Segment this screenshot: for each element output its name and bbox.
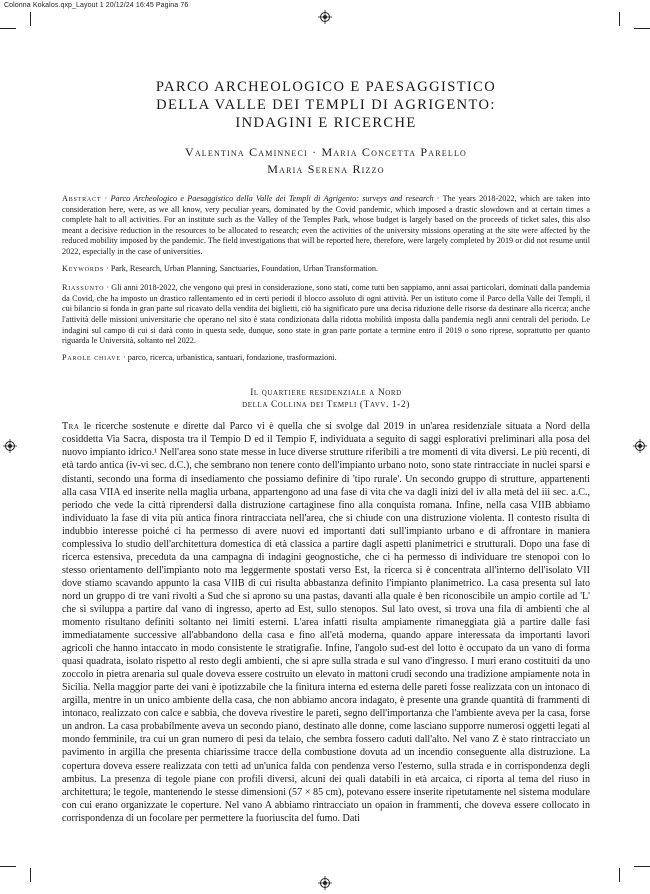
crop-mark	[634, 28, 650, 29]
title-line-3: INDAGINI E RICERCHE	[235, 115, 417, 131]
riassunto-text: Gli anni 2018-2022, che vengono qui presi in considerazione, sono stati, come tutti ben sappiamo, anni assai particolari, dominati dalla pandemia da Covid, che ha imposto un drastico rallentamento ed in certi periodi il blocco assoluto di ogni attività. Per un istituto come il Parco della Valle dei Templi, il cui bilancio si fonda in gran parte sul ricavato della vendita dei biglietti, ciò ha significato pure una decisa riduzione delle risorse da destinare alla ricerca; anche l'attività delle missioni universitarie che operano nel sito è stata condizionata dalla ridotta mobilità imposta dalla pandemia negli anni centrali del periodo. Le indagini sul campo di cui si darà conto in questa sede, dunque, sono state in gran parte portate a termine entro il 2019 o sono riprese, soprattutto per quanto riguarda le Università, soltanto nel 2022.	[62, 283, 590, 346]
crop-mark	[30, 868, 31, 882]
parole-chiave-label: Parole chiave	[62, 352, 121, 362]
abstract-label: Abstract	[62, 194, 102, 203]
article-authors	[62, 144, 590, 178]
riassunto-label: Riassunto	[62, 283, 105, 293]
title-line-2: DELLA VALLE DEI TEMPLI DI AGRIGENTO:	[156, 97, 496, 113]
authors-line-1: Valentina Caminneci · Maria Concetta Parello	[184, 145, 468, 159]
registration-mark-right	[633, 439, 647, 453]
registration-mark-left	[3, 439, 17, 453]
parole-chiave-text: parco, ricerca, urbanistica, santuari, fondazione, trasformazioni.	[127, 352, 337, 362]
crop-mark	[0, 866, 16, 867]
article-page	[62, 78, 590, 825]
body-dropcap: Tra	[62, 421, 80, 433]
print-slug: Colonna Kokalos.qxp_Layout 1 20/12/24 16:45 Pagina 76	[4, 2, 189, 9]
abstract-english-title: Parco Archeologico e Paesaggistico della Valle dei Templi di Agrigento: surveys and research	[110, 194, 434, 203]
crop-mark	[634, 866, 650, 867]
abstract-en: Abstract · Parco Archeologico e Paesaggistico della Valle dei Templi di Agrigento: surveys and research · The years 2018-2022, which are taken into consideration here, were, as we all know, very peculiar years, dominated by the Covid pandemic, which imposed a drastic slowdown and at certain times a complete halt to all activities. For an institute such as the Valley of the Temples Park, whose budget is largely based on the proceeds of ticket sales, this also meant a decisive reduction in the resources to be allocated to research; even the activities of the university missions operating at the site were affected by the reduced mobility imposed by the pandemic. The field investigations that will be reported here, therefore, were largely completed by 2019 or did not resume until 2022, especially in the case of universities.	[62, 194, 591, 256]
crop-mark	[619, 12, 620, 26]
section-heading	[62, 387, 590, 411]
crop-mark	[0, 28, 16, 29]
section-heading-line-2: della Collina dei Templi (Tavv. 1-2)	[242, 400, 410, 411]
crop-mark	[619, 868, 620, 882]
body-text	[62, 420, 590, 824]
body-paragraph: le ricerche sostenute e dirette dal Parco vi è quella che si svolge dal 2019 in un'area residenziale situata a Nord della cosiddetta Via Sacra, disposta tra il Tempio D ed il Tempio F, individuata a seguito di saggi esplorativi preliminari alla posa del nuovo impianto idrico.¹ Nell'area sono state messe in luce diverse strutture riferibili a tre momenti di vita diversi. Le più recenti, di età tardo antica (iv-vi sec. d.C.), che sembrano non tenere conto dell'impianto urbano noto, sono state rintracciate in nuclei sparsi e distanti, secondo una forma di insediamento che possiamo definire di 'tipo rurale'. Un secondo gruppo di strutture, appartenenti alla casa VIIA ed inserite nella maglia urbana, appartengono ad una fase di vita che va dagli inizi del iv alla metà del iii sec. a.C., periodo che vede la città riprendersi dalla distruzione cartaginese fino alla conquista romana. Infine, nella casa VIIB abbiamo individuato la fase di vita più antica finora rintracciata nell'area, che si chiude con una distruzione violenta. Il contesto risulta di indubbio interesse poiché ci ha permesso di avere nuovi ed importanti dati sull'impianto urbano e di affrontare in maniera complessiva lo studio dell'architettura domestica di età classica a partire dagli aspetti planimetrici e strutturali. Dopo una fase di ricerca estensiva, preceduta da una campagna di indagini geognostiche, che ci ha permesso di individuare tre stenopoi con lo stesso orientamento dell'impianto noto ma leggermente spostati verso Est, la ricerca si è concentrata all'interno dell'isolato VII dove stiamo scavando appunto la casa VIIB di cui risulta abbastanza definito l'impianto planimetrico. La casa presenta sul lato nord un gruppo di tre vani rivolti a Sud che si aprono su una pastas, davanti alla quale è ben riconoscibile un ampio cortile ad 'L' che si sviluppa a partire dal vano di ingresso, aperto ad Est, sullo stenopos. Sul lato ovest, si trova una fila di ambienti che al momento risultano definiti soltanto nei limiti esterni. L'area infatti risulta ampiamente rimaneggiata già a partire dalle fasi immediatamente successive all'abbandono della casa e fino all'età moderna, quando appare interessata da importanti lavori agricoli che hanno intaccato in modo consistente le stratigrafie. Infine, l'angolo sud-est del lotto è occupato da un vano di forma quasi quadrata, isolato rispetto al resto degli ambienti, che si apre sulla strada e sul vano d'ingresso. I muri erano costituiti da uno zoccolo in pietra arenaria sul quale doveva essere costruito un elevato in mattoni crudi secondo una tradizione ampiamente nota in Sicilia. Nella maggior parte dei vani è ipotizzabile che la finitura interna ed esterna delle pareti fosse realizzata con un intonaco di argilla, mentre in un unico ambiente della casa, che non abbiamo ancora indagato, è presente una grande quantità di frammenti di intonaco, realizzato con calce e sabbia, che doveva rivestire le pareti, segno dell'importanza che l'ambiente aveva per la casa, forse un andron. La casa probabilmente aveva un secondo piano, destinato alle donne, come lasciano supporre numerosi oggetti legati al mondo femminile, tra cui un gran numero di pesi da telaio, che sembra fossero caduti dall'alto. Nel vano Z è stato rintracciato un pavimento in argilla che presenta chiarissime tracce della combustione dovuta ad un incendio conseguente alla distruzione. La copertura doveva essere realizzata con tetti ad un'unica falda con pendenza verso l'esterno, sulla strada e in corrispondenza degli ambitus. La presenza di tegole piane con profili diversi, alcuni dei quali databili in età arcaica, ci riporta al tema del riuso in architettura; le tegole, mantenendo le stesse dimensioni (57 × 85 cm), potevano essere inserite ripetutamente nel sistema modulare con cui erano organizzate le coperture. Nel vano A abbiamo rintracciato un opaion in frammenti, che doveva essere collocato in corrispondenza di un focolare per permettere la fuoriuscita del fumo. Dati	[62, 421, 590, 824]
keywords-label: Keywords	[62, 263, 104, 273]
registration-mark-top	[318, 10, 332, 24]
riassunto-it: Riassunto · Gli anni 2018-2022, che vengono qui presi in considerazione, sono stati, come tutti ben sappiamo, anni assai particolari, dominati dalla pandemia da Covid, che ha imposto un drastico rallentamento ed in certi periodi il blocco assoluto di ogni attività. Per un istituto come il Parco della Valle dei Templi, il cui bilancio si fonda in gran parte sul ricavato della vendita dei biglietti, ciò ha significato pure una decisa riduzione delle risorse da destinare alla ricerca; anche l'attività delle missioni universitarie che operano nel sito è stata condizionata dalla ridotta mobilità imposta dalla pandemia negli anni centrali del periodo. Le indagini sul campo di cui si darà conto in questa sede, dunque, sono state in gran parte portate a termine entro il 2019 o sono riprese, soprattutto per quanto riguarda le Università, soltanto nel 2022.	[62, 283, 590, 346]
section-heading-line-1: Il quartiere residenziale a Nord	[250, 388, 402, 399]
keywords-text: Park, Research, Urban Planning, Sanctuaries, Foundation, Urban Transformation.	[110, 263, 378, 273]
authors-line-2: Maria Serena Rizzo	[267, 162, 385, 176]
article-title	[62, 78, 590, 132]
registration-mark-bottom	[318, 876, 332, 890]
title-line-1: PARCO ARCHEOLOGICO E PAESAGGISTICO	[155, 79, 497, 95]
keywords-en: Keywords · Park, Research, Urban Planning, Sanctuaries, Foundation, Urban Transformation.	[62, 263, 378, 273]
crop-mark	[30, 12, 31, 26]
abstract-text: The years 2018-2022, which are taken into consideration here, were, as we all know, very peculiar years, dominated by the Covid pandemic, which imposed a drastic slowdown and at certain times a complete halt to all activities. For an institute such as the Valley of the Temples Park, whose budget is largely based on the proceeds of ticket sales, this also meant a decisive reduction in the resources to be allocated to research; even the activities of the university missions operating at the site were affected by the reduced mobility imposed by the pandemic. The field investigations that will be reported here, therefore, were largely completed by 2019 or did not resume until 2022, especially in the case of universities.	[62, 194, 591, 256]
parole-chiave-it: Parole chiave · parco, ricerca, urbanistica, santuari, fondazione, trasformazioni.	[62, 352, 337, 362]
